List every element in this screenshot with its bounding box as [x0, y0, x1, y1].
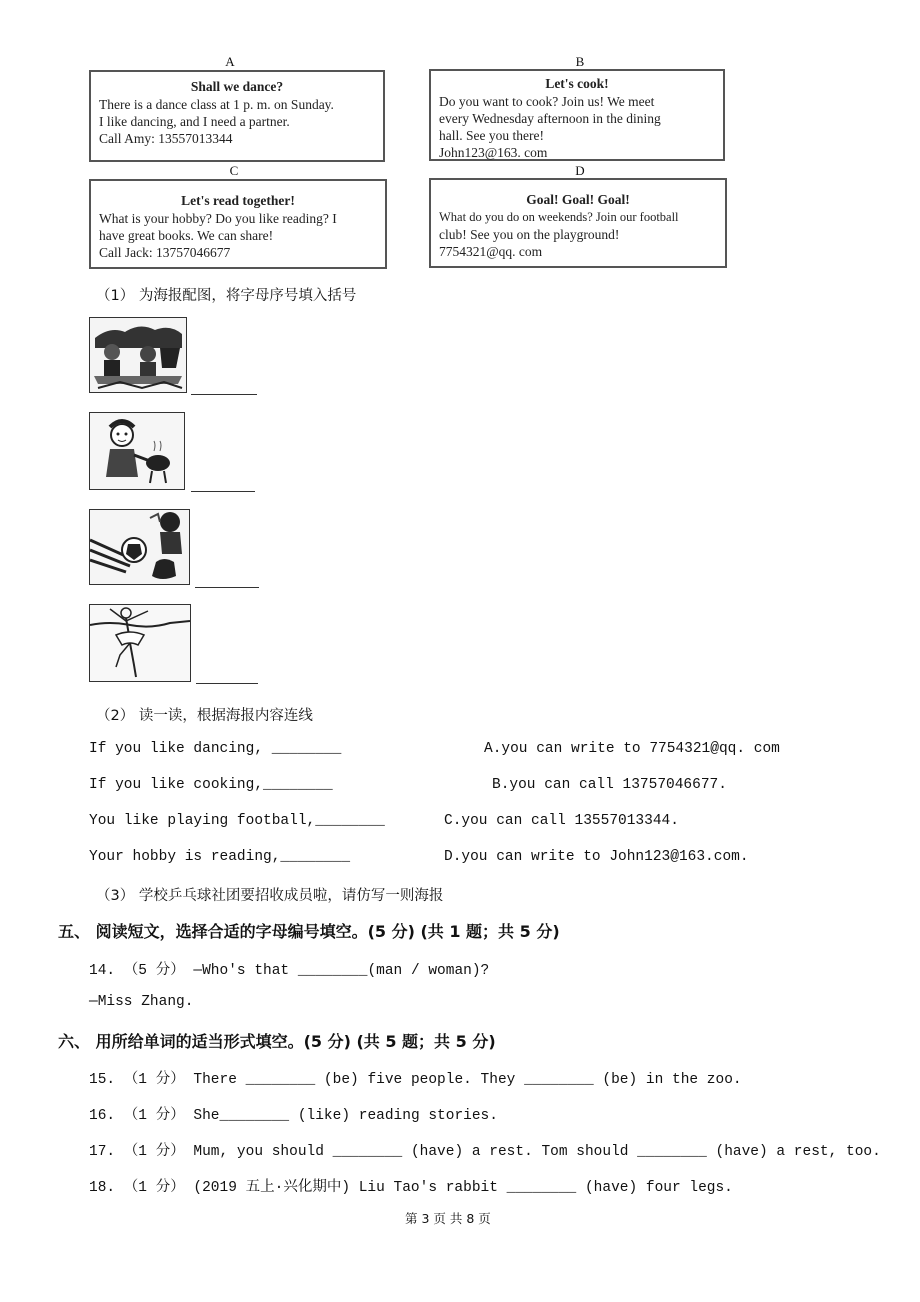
matching-left-3: You like playing football,________: [89, 813, 385, 829]
section-6-heading: 六、 用所给单词的适当形式填空。(5 分) (共 5 题；共 5 分): [58, 1032, 496, 1051]
matching-right-b: B.you can call 13757046677.: [492, 777, 727, 793]
poster-a-line: Call Amy: 13557013344: [99, 131, 233, 146]
poster-a-letter: A: [225, 54, 235, 69]
poster-d-letter: D: [575, 163, 585, 178]
question-14-answer: —Miss Zhang.: [89, 994, 194, 1010]
poster-b-line: hall. See you there!: [439, 128, 544, 143]
section-5-heading: 五、 阅读短文，选择合适的字母编号填空。(5 分) (共 1 题；共 5 分): [58, 922, 560, 941]
poster-d-title: Goal! Goal! Goal!: [526, 192, 630, 207]
page-footer: 第 3 页 共 8 页: [405, 1211, 491, 1226]
matching-right-c: C.you can call 13557013344.: [444, 813, 679, 829]
matching-right-a: A.you can write to 7754321@qq. com: [484, 741, 780, 757]
matching-left-1: If you like dancing, ________: [89, 741, 342, 757]
question-3-label: （3） 学校乒乓球社团要招收成员啦，请仿写一则海报: [96, 888, 444, 904]
poster-c-letter: C: [229, 163, 239, 178]
girl-cooking-picture: [89, 412, 185, 490]
question-2-label: （2） 读一读，根据海报内容连线: [96, 708, 313, 724]
poster-d-line: club! See you on the playground!: [439, 227, 620, 242]
question-17: 17. （1 分） Mum, you should ________ (have) a rest. Tom should ________ (have) a rest, too.: [89, 1144, 881, 1160]
poster-d-line: 7754321@qq. com: [439, 244, 543, 259]
picture-1-blank[interactable]: [191, 394, 257, 395]
matching-right-d: D.you can write to John123@163.com.: [444, 849, 749, 865]
poster-c-line: What is your hobby? Do you like reading? I: [99, 211, 337, 226]
boy-football-picture: [89, 509, 190, 585]
poster-c: [89, 179, 387, 269]
poster-c-line: have great books. We can share!: [99, 228, 274, 243]
matching-left-2: If you like cooking,________: [89, 777, 333, 793]
matching-left-4: Your hobby is reading,________: [89, 849, 351, 865]
poster-b-line: Do you want to cook? Join us! We meet: [439, 94, 655, 109]
poster-c-title: Let's read together!: [181, 193, 295, 208]
poster-a-line: I like dancing, and I need a partner.: [99, 114, 290, 129]
question-15: 15. （1 分） There ________ (be) five people. They ________ (be) in the zoo.: [89, 1072, 742, 1088]
poster-b-line: John123@163. com: [439, 145, 548, 160]
question-1-label: （1） 为海报配图，将字母序号填入括号: [96, 288, 357, 304]
poster-b-title: Let's cook!: [545, 76, 609, 91]
picture-2-blank[interactable]: [191, 491, 255, 492]
poster-d: [429, 178, 727, 268]
picture-4-blank[interactable]: [196, 683, 258, 684]
children-picnic-picture: [89, 317, 187, 393]
poster-c-line: Call Jack: 13757046677: [99, 245, 231, 260]
picture-3-blank[interactable]: [195, 587, 259, 588]
poster-b-line: every Wednesday afternoon in the dining: [439, 111, 661, 126]
question-14: 14. （5 分） —Who's that ________(man / woman)?: [89, 963, 490, 979]
poster-a: [89, 70, 385, 162]
poster-a-title: Shall we dance?: [190, 79, 284, 94]
question-16: 16. （1 分） She________ (like) reading stories.: [89, 1108, 498, 1124]
poster-b: [429, 69, 725, 161]
poster-b-letter: B: [575, 54, 585, 69]
question-18: 18. （1 分） (2019 五上·兴化期中) Liu Tao's rabbit ________ (have) four legs.: [89, 1180, 733, 1196]
poster-d-line: What do you do on weekends? Join our football: [439, 210, 679, 224]
poster-a-line: There is a dance class at 1 p. m. on Sunday.: [99, 97, 334, 112]
ballet-dancer-picture: [89, 604, 191, 682]
